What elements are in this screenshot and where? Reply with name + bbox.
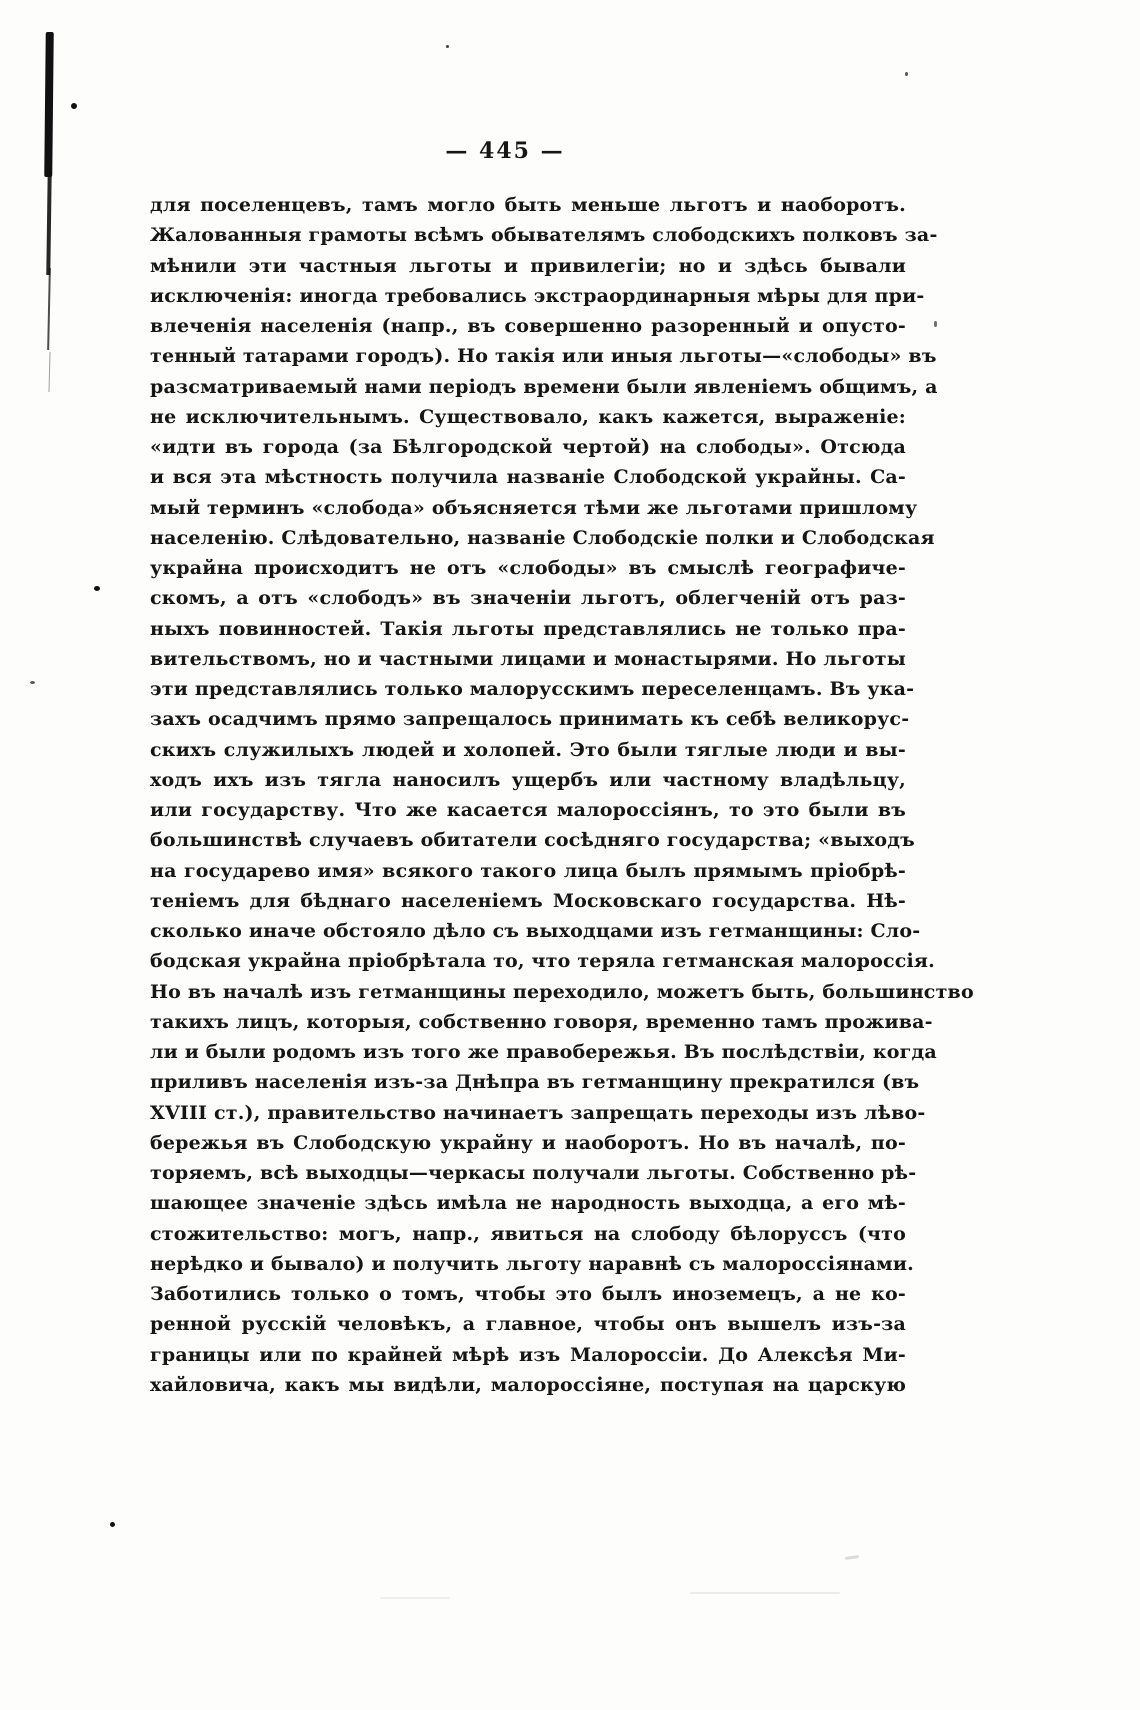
text-line: XVIII ст.), правительство начинаетъ запрещать переходы изъ лѣво- <box>150 1101 926 1124</box>
binding-edge-artifact <box>46 170 51 275</box>
text-line: шающее значеніе здѣсь имѣла не народность выходца, а его мѣ- <box>150 1192 906 1215</box>
text-line: стожительство: могъ, напр., явиться на слободу бѣлоруссъ (что <box>150 1222 906 1245</box>
scan-smudge <box>690 1592 840 1594</box>
text-line: ренной русскій человѣкъ, а главное, чтобы онъ вышелъ изъ-за <box>150 1313 906 1336</box>
text-line: и вся эта мѣстность получила названіе Слободской украйны. Са- <box>150 466 906 489</box>
text-line: большинствѣ случаевъ обитатели сосѣдняго государства; «выходъ <box>150 829 915 852</box>
binding-edge-artifact <box>47 268 51 350</box>
text-line: влеченія населенія (напр., въ совершенно разоренный и опусто- <box>150 315 906 337</box>
ink-speck <box>30 681 35 684</box>
ink-speck <box>110 1522 115 1527</box>
text-line: исключенія: иногда требовались экстраординарныя мѣры для при- <box>150 284 925 307</box>
page-number: — 445 — <box>445 138 565 164</box>
text-line: не исключительнымъ. Существовало, какъ кажется, выраженіе: <box>150 405 906 428</box>
ink-speck <box>94 586 100 591</box>
text-line: торяемъ, всѣ выходцы—черкасы получали льготы. Собственно рѣ- <box>150 1162 917 1184</box>
text-line: на государево имя» всякого такого лица былъ прямымъ пріобрѣ- <box>150 859 906 882</box>
text-line: для поселенцевъ, тамъ могло быть меньше льготъ и наоборотъ. <box>150 194 906 216</box>
text-line: ходъ ихъ изъ тягла наносилъ ущербъ или частному владѣльцу, <box>150 768 906 791</box>
text-line: украйна происходитъ не отъ «слободы» въ смыслѣ географиче- <box>150 557 906 579</box>
text-line: эти представлялись только малорусскимъ переселенцамъ. Въ ука- <box>150 678 915 700</box>
text-line: бодская украйна пріобрѣтала то, что теряла гетманская малороссія. <box>150 950 935 973</box>
binding-edge-artifact <box>48 352 50 392</box>
scan-smudge <box>845 1555 859 1560</box>
page-text <box>150 190 974 1400</box>
text-line: Заботились только о томъ, чтобы это былъ иноземецъ, а не ко- <box>150 1283 906 1305</box>
text-line: теніемъ для бѣднаго населеніемъ Московскаго государства. Нѣ- <box>150 889 906 912</box>
text-line: такихъ лицъ, которыя, собственно говоря, временно тамъ прожива- <box>150 1010 933 1033</box>
text-line: бережья въ Слободскую украйну и наоборотъ. Но въ началѣ, по- <box>150 1131 906 1154</box>
text-line: сколько иначе обстояло дѣло съ выходцами изъ гетманщины: Сло- <box>150 920 921 942</box>
text-line: приливъ населенія изъ-за Днѣпра въ гетманщину прекратился (въ <box>150 1071 920 1094</box>
text-line: или государству. Что же касается малороссіянъ, то это были въ <box>150 799 906 821</box>
binding-edge-artifact <box>44 32 54 177</box>
ink-speck <box>905 72 908 76</box>
text-line: границы или по крайней мѣрѣ изъ Малороссіи. До Алексѣя Ми- <box>150 1343 906 1366</box>
text-line: мѣнили эти частныя льготы и привилегіи; но и здѣсь бывали <box>150 254 906 277</box>
text-line: скомъ, а отъ «слободъ» въ значеніи льготъ, облегченій отъ раз- <box>150 587 906 610</box>
text-line: тенный татарами городъ). Но такія или иныя льготы—«слободы» въ <box>150 345 937 368</box>
scan-smudge <box>380 1597 450 1599</box>
text-line: Жалованныя грамоты всѣмъ обывателямъ слободскихъ полковъ за- <box>150 224 938 247</box>
text-line: ли и были родомъ изъ того же правобережья. Въ послѣдствіи, когда <box>150 1041 937 1063</box>
text-line: Но въ началѣ изъ гетманщины переходило, можетъ быть, большинство <box>150 980 974 1003</box>
text-line: захъ осадчимъ прямо запрещалось принимать къ себѣ великорус- <box>150 708 910 731</box>
ink-speck <box>446 45 449 48</box>
text-line: населенію. Слѣдовательно, названіе Слободскіе полки и Слободская <box>150 526 935 549</box>
text-line: мый терминъ «слобода» объясняется тѣми же льготами пришлому <box>150 496 918 519</box>
ink-speck <box>71 103 77 109</box>
text-line: вительствомъ, но и частными лицами и монастырями. Но льготы <box>150 647 906 670</box>
text-line: разсматриваемый нами періодъ времени были явленіемъ общимъ, а <box>150 375 938 398</box>
text-line: ныхъ повинностей. Такія льготы представлялись не только пра- <box>150 617 906 640</box>
ink-speck <box>934 321 937 327</box>
text-line: скихъ служилыхъ людей и холопей. Это были тяглые люди и вы- <box>150 738 906 761</box>
text-line: «идти въ города (за Бѣлгородской чертой) на слободы». Отсюда <box>150 436 906 458</box>
text-line: нерѣдко и бывало) и получить льготу наравнѣ съ малороссіянами. <box>150 1252 914 1275</box>
text-line: хайловича, какъ мы видѣли, малороссіяне, поступая на царскую <box>150 1373 906 1396</box>
